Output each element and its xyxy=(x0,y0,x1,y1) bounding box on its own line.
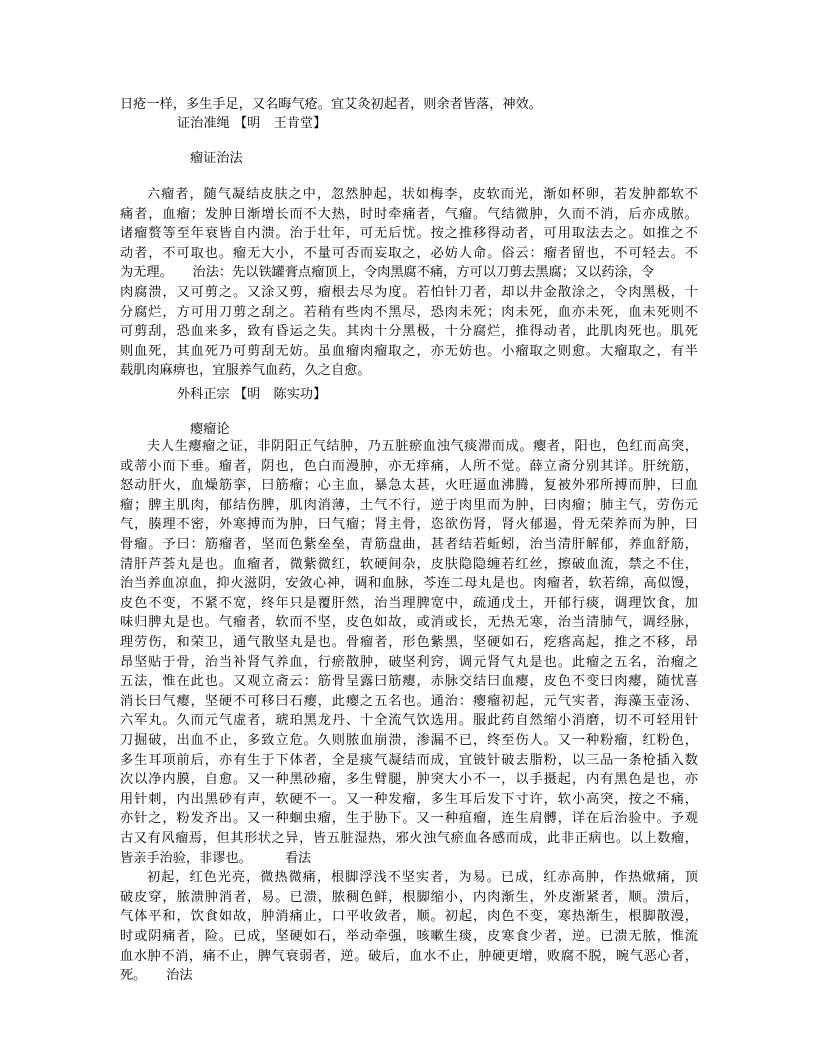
text-line: 气，腠理不密，外寒搏而为肿，曰气瘤；肾主骨，恣欲伤肾，肾火郁遏，骨无荣养而为肿，曰 xyxy=(120,517,698,533)
text-line: 怒动肝火，血燥筋挛，曰筋瘤；心主血，暴急太甚，火旺逼血沸腾，复被外邪所搏而肿，曰血 xyxy=(120,478,698,494)
text-line: 理劳伤，和荣卫，通气散坚丸是也。骨瘤者，形色紫黑，坚硬如石，疙瘩高起，推之不移，昂 xyxy=(120,635,698,650)
text-line: 六军丸。久而元气虚者，琥珀黑龙丹、十全流气饮选用。服此药自然缩小消磨，切不可轻用针 xyxy=(120,713,698,729)
text-line: 骨瘤。予曰：筋瘤者，坚而色紫垒垒，青筋盘曲，甚者结若蚯蚓，治当清肝解郁，养血舒筋， xyxy=(120,537,698,552)
text-line: 夫人生瘿瘤之证，非阴阳正气结肿，乃五脏瘀血浊气痰滞而成。瘿者，阳也，色红而高突， xyxy=(147,439,698,454)
text-line: 动者，不可取也。瘤无大小，不量可否而妄取之，必妨人命。俗云：瘤者留也，不可轻去。不 xyxy=(120,245,698,261)
text-line: 分腐烂，方可用刀剪之刮之。若稍有些肉不黑尽，恐肉未死；肉未死，血亦未死，血未死则不 xyxy=(120,304,698,320)
text-line: 载肌肉麻痹也，宜服养气血药，久之自愈。 xyxy=(120,363,371,379)
text-line: 为无理。 治法：先以铁罐膏点瘤顶上，令肉黑腐不痛，方可以刀剪去黑腐；又以药涂，令 xyxy=(120,265,655,281)
text-line: 亦针之，粉发齐出。又一种蛔虫瘤，生于胁下。又一种疽瘤，连生肩髆，详在后治验中。予观 xyxy=(120,811,698,827)
text-line: 血水肿不消，痛不止，脾气衰弱者，逆。破后，血水不止，肿硬更增，败腐不脱，晼气恶心者， xyxy=(120,948,698,964)
text-line: 清肝芦荟丸是也。血瘤者，微紫微红，软硬间杂，皮肤隐隐缠若红丝，擦破血流，禁之不住， xyxy=(120,556,698,572)
text-line: 次以净内膜，自愈。又一种黑砂瘤，多生臂腿，肿突大小不一，以手摄起，内有黑色是也，亦 xyxy=(120,772,698,788)
section-heading-yingliu: 瘿瘤论 xyxy=(190,422,230,437)
intro-text-line: 日疮一样，多生手足，又名晦气疮。宜艾灸初起者，则余者皆落，神效。 xyxy=(120,97,542,112)
text-line: 或蒂小而下垂。瘤者，阴也，色白而漫肿，亦无痒痛，人所不觉。薛立斋分别其详。肝统筋， xyxy=(120,458,698,474)
text-line: 六瘤者，随气凝结皮肤之中，忽然肿起，状如梅李，皮软而光，渐如杯卵，若发肿都软不 xyxy=(147,187,698,202)
text-line: 治当养血凉血，抑火滋阴，安敛心神，调和血脉，芩连二母丸是也。肉瘤者，软若绵，高似馒， xyxy=(120,576,698,592)
text-line: 诸瘤赘等至年衰皆自内溃。治于壮年，可无后忧。按之推移得动者，可用取法去之。如推之不 xyxy=(120,226,698,242)
text-line: 瘤；脾主肌肉，郁结伤脾，肌肉消薄，土气不行，逆于肉里而为肿，曰肉瘤；肺主气，劳伤元 xyxy=(120,497,698,513)
text-line: 用针刺，内出黑砂有声，软硬不一。又一种发瘤，多生耳后发下寸许，软小高突，按之不痛， xyxy=(120,791,698,807)
text-line: 可剪刮，恐血来多，致有昏运之失。其肉十分黑极，十分腐烂，推得动者，此肌肉死也。肌死 xyxy=(120,324,698,340)
citation-zhengzhi-zhunsheng: 证治准绳 【明 王肯堂】 xyxy=(177,116,327,131)
text-line: 古又有风瘤焉，但其形状之异，皆五脏湿热，邪火浊气瘀血各感而成，此非正病也。以上数瘤， xyxy=(120,831,698,846)
text-line: 味归脾丸是也。气瘤者，软而不坚，皮色如故，或消或长，无热无寒，治当清肺气，调经脉， xyxy=(120,615,698,631)
text-line: 肉腐溃，又可剪之。又涂又剪，瘤根去尽为度。若怕针刀者，却以井金散涂之，令肉黑极，十 xyxy=(120,285,698,300)
text-line: 则血死，其血死乃可剪刮无妨。虽血瘤肉瘤取之，亦无妨也。小瘤取之则愈。大瘤取之，有半 xyxy=(120,343,698,359)
section-heading-liuzheng: 瘤证治法 xyxy=(190,151,243,166)
text-line: 时或阴痛者，险。已成，坚硬如石，举动牵强，咳嗽生痰，皮寒食少者，逆。已溃无脓，惟流 xyxy=(120,929,698,944)
text-line: 昂坚贴于骨，治当补肾气养血，行瘀散肿，破坚利窍，调元肾气丸是也。此瘤之五名，治瘤之 xyxy=(120,654,698,670)
text-line: 五法，惟在此也。又观立斋云：筋骨呈露曰筋瘿，赤脉交结曰血瘿，皮色不变曰肉瘿，随忧喜 xyxy=(120,674,698,690)
text-line: 皆亲手治验，非谬也。 看法 xyxy=(120,850,312,866)
text-line: 多生耳项前后，亦有生于下体者，全是痰气凝结而成，宜铍针破去脂粉，以三品一条枪插入数 xyxy=(120,752,698,768)
text-line: 死。 治法 xyxy=(120,968,193,984)
text-line: 消长曰气瘿，坚硬不可移曰石瘿，此瘿之五名也。通治：瘿瘤初起，元气实者，海藻玉壶汤、 xyxy=(120,693,698,709)
text-line: 破皮穿，脓溃肿消者，易。已溃，脓稠色鲜，根脚缩小，内肉渐生，外皮渐紧者，顺。溃后， xyxy=(120,889,698,905)
text-line: 初起，红色光亮，微热微痛，根脚浮浅不坚实者，为易。已成，红赤高肿，作热焮痛，顶 xyxy=(147,870,698,886)
citation-waike-zhengzong: 外科正宗 【明 陈实功】 xyxy=(177,387,327,402)
text-line: 痛者，血瘤；发肿日渐增长而不大热，时时牵痛者，气瘤。气结微肿，久而不消，后亦成脓。 xyxy=(120,206,698,222)
text-line: 气体平和，饮食如故，肿消痛止，口平收敛者，顺。初起，肉色不变，寒热渐生，根脚散漫， xyxy=(120,909,698,925)
text-line: 刀掘破，出血不止，多致立危。久则脓血崩溃，渗漏不已，终至伤人。又一种粉瘤，红粉色， xyxy=(120,733,698,748)
text-line: 皮色不变，不紧不宽，终年只是覆肝然，治当理脾宽中，疏通戊土，开郁行痰，调理饮食，加 xyxy=(120,595,698,611)
